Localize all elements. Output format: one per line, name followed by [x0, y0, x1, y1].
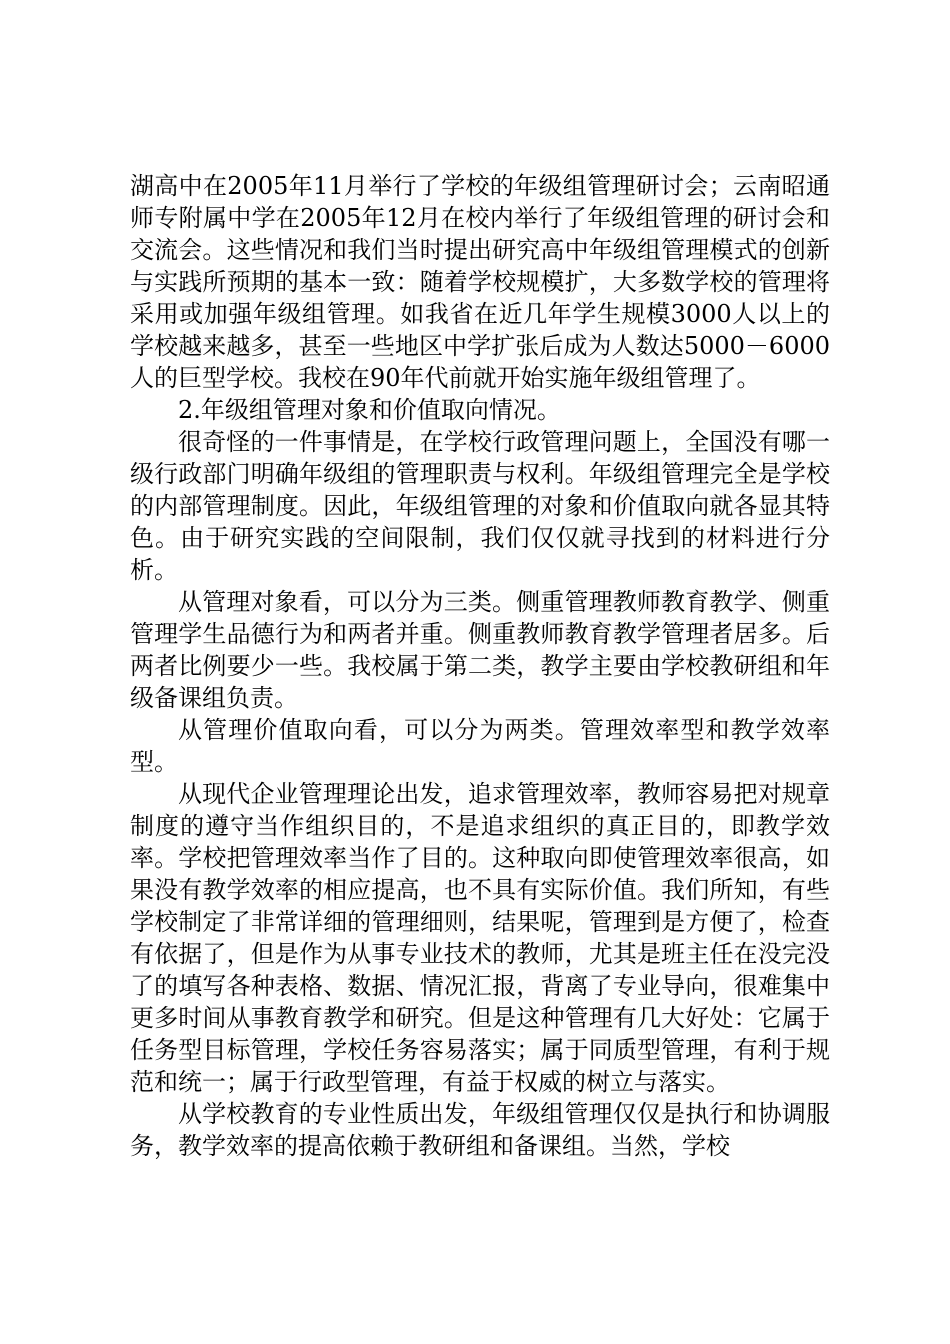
document-body — [130, 170, 830, 1162]
paragraph-4: 从管理对象看，可以分为三类。侧重管理教师教育教学、侧重管理学生品德行为和两者并重。侧重教师教育教学管理者居多。后两者比例要少一些。我校属于第二类，教学主要由学校教研组和年级备课组负责。 — [130, 588, 830, 712]
paragraph-1: 湖高中在2005年11月举行了学校的年级组管理研讨会；云南昭通师专附属中学在2005年12月在校内举行了年级组管理的研讨会和交流会。这些情况和我们当时提出研究高中年级组管理模式的创新与实践所预期的基本一致：随着学校规模扩，大多数学校的管理将采用或加强年级组管理。如我省在近几年学生规模3000人以上的学校越来越多，甚至一些地区中学扩张后成为人数达5000－6000人的巨型学校。我校在90年代前就开始实施年级组管理了。 — [130, 172, 830, 392]
paragraph-6: 从现代企业管理理论出发，追求管理效率，教师容易把对规章制度的遵守当作组织目的，不是追求组织的真正目的，即教学效率。学校把管理效率当作了目的。这种取向即使管理效率很高，如果没有教学效率的相应提高，也不具有实际价值。我们所知，有些学校制定了非常详细的管理细则，结果呢，管理到是方便了，检查有依据了，但是作为从事专业技术的教师，尤其是班主任在没完没了的填写各种表格、数据、情况汇报，背离了专业导向，很难集中更多时间从事教育教学和研究。但是这种管理有几大好处：它属于任务型目标管理，学校任务容易落实；属于同质型管理，有利于规范和统一；属于行政型管理，有益于权威的树立与落实。 — [130, 780, 830, 1096]
section-heading-2: 2.年级组管理对象和价值取向情况。 — [178, 396, 561, 424]
paragraph-7: 从学校教育的专业性质出发，年级组管理仅仅是执行和协调服务，教学效率的提高依赖于教研组和备课组。当然，学校 — [130, 1100, 830, 1160]
paragraph-5: 从管理价值取向看，可以分为两类。管理效率型和教学效率型。 — [130, 716, 830, 776]
paragraph-3: 很奇怪的一件事情是，在学校行政管理问题上，全国没有哪一级行政部门明确年级组的管理职责与权利。年级组管理完全是学校的内部管理制度。因此，年级组管理的对象和价值取向就各显其特色。由于研究实践的空间限制，我们仅仅就寻找到的材料进行分析。 — [130, 428, 830, 584]
